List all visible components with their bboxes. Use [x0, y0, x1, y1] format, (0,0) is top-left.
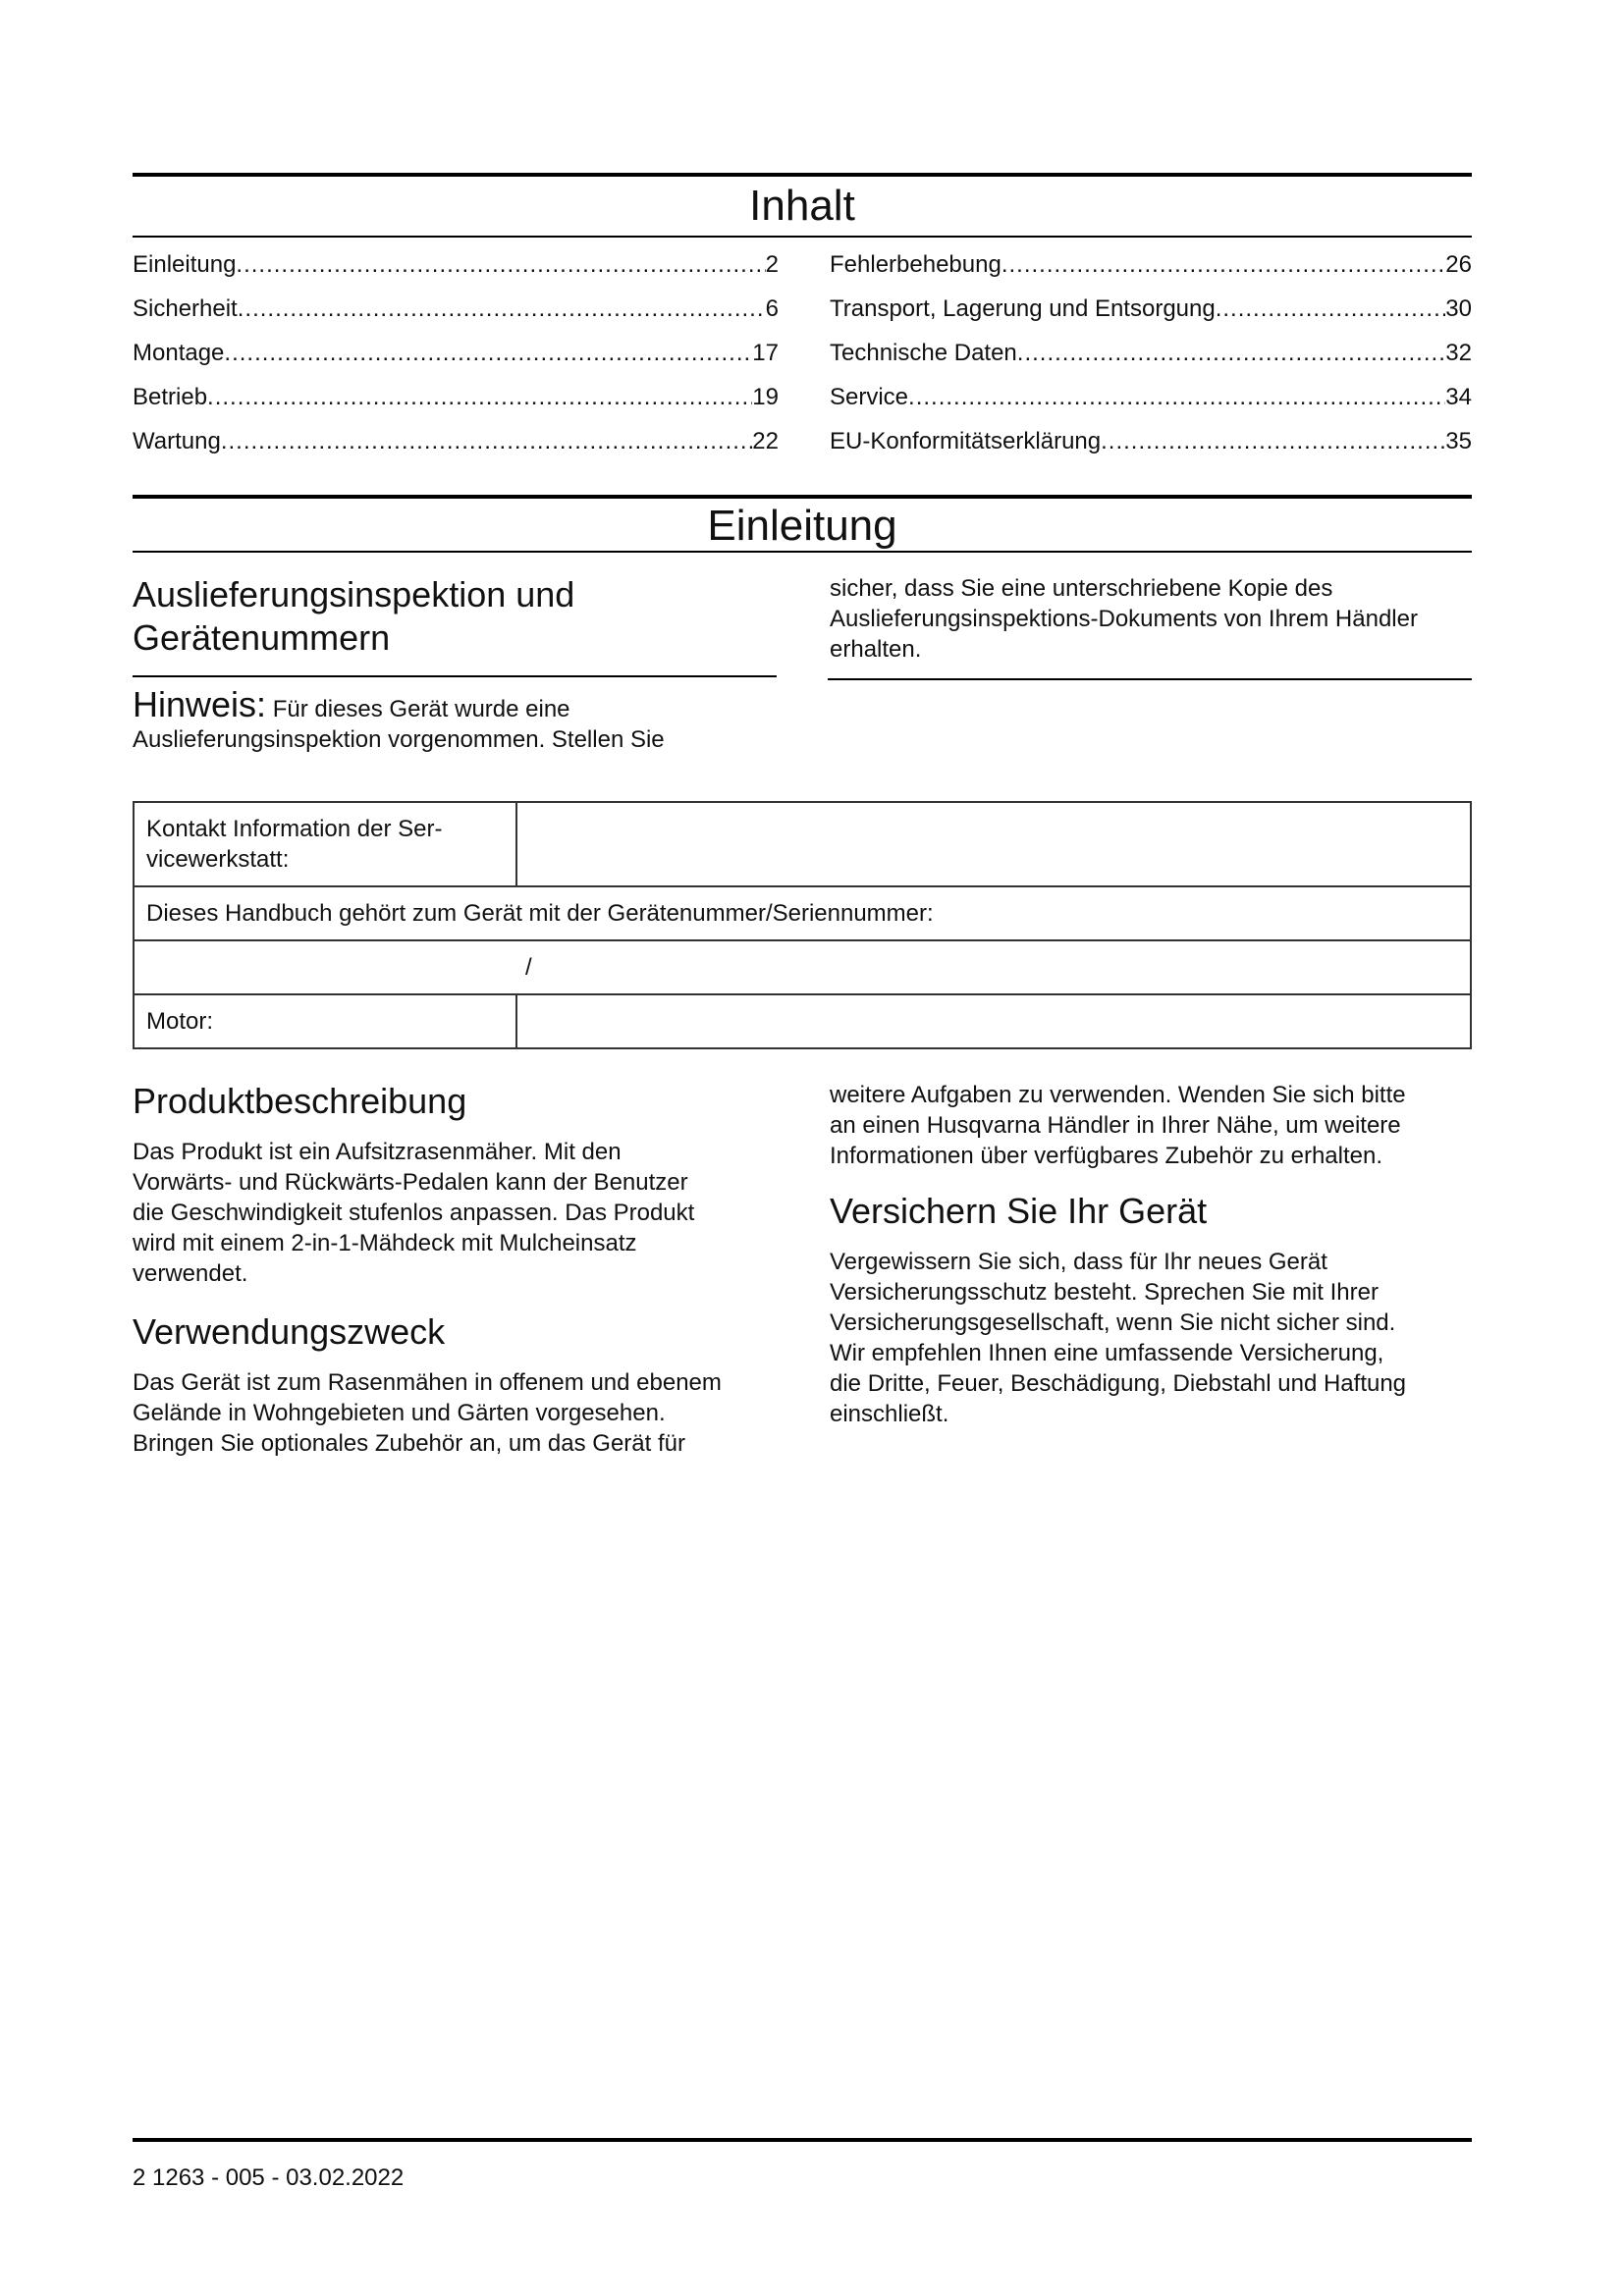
paragraph-line: Das Produkt ist ein Aufsitzrasenmäher. Mit den: [133, 1139, 622, 1165]
table-row: [134, 940, 1471, 994]
toc-entry[interactable]: [830, 339, 1472, 383]
table-row: [134, 886, 1471, 940]
toc-leader-dots: [207, 383, 752, 412]
intro-bottom-rule: [133, 551, 1472, 553]
paragraph-line: Auslieferungsinspektions-Dokuments von Ihrem Händler: [830, 606, 1418, 632]
toc-entry[interactable]: [133, 294, 779, 339]
toc-entry-page: 26: [1445, 251, 1472, 278]
toc-leader-dots: [1101, 427, 1445, 456]
toc-entry[interactable]: [133, 339, 779, 383]
toc-entry-page: 32: [1445, 340, 1472, 366]
toc-entry[interactable]: [830, 294, 1472, 339]
delivery-right-rule: [828, 678, 1472, 680]
delivery-heading: [133, 573, 781, 660]
toc-entry-title: EU-Konformitätserklärung: [830, 428, 1102, 454]
toc-top-rule: [133, 173, 1472, 177]
product-heading: Produktbeschreibung: [133, 1081, 467, 1121]
toc-leader-dots: [221, 427, 752, 456]
toc-entry-title: Sicherheit: [133, 295, 238, 322]
paragraph-line: Das Gerät ist zum Rasenmähen in offenem und ebenem: [133, 1369, 722, 1396]
paragraph-line: Bringen Sie optionales Zubehör an, um das Gerät für: [133, 1430, 685, 1457]
table-row: [134, 994, 1471, 1048]
toc-entry-title: Technische Daten: [830, 340, 1017, 366]
paragraph-line: Informationen über verfügbares Zubehör zu erhalten.: [830, 1143, 1383, 1169]
toc-entry-page: 6: [765, 295, 779, 322]
toc-entry-page: 22: [752, 428, 779, 454]
paragraph-line: erhalten.: [830, 636, 922, 663]
toc-leader-dots: [1001, 250, 1445, 280]
toc-entry-page: 19: [752, 384, 779, 410]
toc-leader-dots: [236, 250, 765, 280]
insurance-paragraph: [830, 1247, 1472, 1429]
manual-label-cell: Dieses Handbuch gehört zum Gerät mit der Gerätenummer/Seriennummer:: [134, 886, 1471, 940]
toc-leader-dots: [238, 294, 766, 324]
toc-entry-title: Transport, Lagerung und Entsorgung: [830, 295, 1216, 322]
purpose-paragraph-continued: [830, 1080, 1472, 1171]
toc-title: Inhalt: [749, 182, 855, 230]
delivery-heading-rule: [133, 675, 777, 677]
hinweis-text: Auslieferungsinspektion vorgenommen. Stellen Sie: [133, 726, 665, 753]
toc-bottom-rule: [133, 236, 1472, 238]
toc-right-column: [830, 250, 1472, 471]
paragraph-line: wird mit einem 2-in-1-Mähdeck mit Mulcheinsatz: [133, 1230, 637, 1256]
paragraph-line: Wir empfehlen Ihnen eine umfassende Versicherung,: [830, 1340, 1384, 1366]
contact-value-cell[interactable]: [516, 802, 1471, 886]
hinweis-note: [133, 684, 781, 755]
purpose-heading: Verwendungszweck: [133, 1311, 446, 1352]
toc-entry[interactable]: [133, 250, 779, 294]
product-paragraph: [133, 1137, 781, 1289]
paragraph-line: Versicherungsschutz besteht. Sprechen Sie mit Ihrer: [830, 1279, 1379, 1306]
purpose-paragraph: [133, 1367, 781, 1459]
delivery-heading-line: Auslieferungsinspektion und: [133, 574, 575, 614]
toc-entry-page: 2: [765, 251, 779, 278]
device-info-table: [133, 801, 1472, 1049]
toc-leader-dots: [908, 383, 1445, 412]
delivery-heading-line: Gerätenummern: [133, 617, 391, 658]
toc-entry-page: 30: [1445, 295, 1472, 322]
paragraph-line: Vorwärts- und Rückwärts-Pedalen kann der Benutzer: [133, 1169, 688, 1196]
toc-entry-title: Betrieb: [133, 384, 208, 410]
paragraph-line: sicher, dass Sie eine unterschriebene Kopie des: [830, 575, 1333, 602]
toc-entry-title: Wartung: [133, 428, 221, 454]
toc-entry-title: Einleitung: [133, 251, 237, 278]
table-row: [134, 802, 1471, 886]
paragraph-line: einschließt.: [830, 1401, 949, 1427]
paragraph-line: an einen Husqvarna Händler in Ihrer Nähe, um weitere: [830, 1112, 1401, 1139]
toc-entry[interactable]: [133, 427, 779, 471]
motor-label-cell: Motor:: [134, 994, 516, 1048]
toc-leader-dots: [1017, 339, 1446, 368]
serial-separator: /: [525, 954, 532, 981]
toc-entry[interactable]: [830, 427, 1472, 471]
hinweis-text: Für dieses Gerät wurde eine: [266, 696, 570, 722]
intro-title: Einleitung: [707, 502, 897, 550]
hinweis-label: Hinweis:: [133, 684, 267, 724]
paragraph-line: Versicherungsgesellschaft, wenn Sie nicht sicher sind.: [830, 1309, 1396, 1336]
contact-label-cell: [134, 802, 516, 886]
intro-top-rule: [133, 495, 1472, 499]
toc-entry-page: 35: [1445, 428, 1472, 454]
paragraph-line: verwendet.: [133, 1260, 248, 1287]
toc-leader-dots: [224, 339, 752, 368]
toc-entry-title: Fehlerbehebung: [830, 251, 1001, 278]
footer-page-info: 2 1263 - 005 - 03.02.2022: [133, 2164, 405, 2191]
toc-entry[interactable]: [133, 383, 779, 427]
motor-value-cell[interactable]: [516, 994, 1471, 1048]
paragraph-line: die Dritte, Feuer, Beschädigung, Diebstahl und Haftung: [830, 1370, 1407, 1397]
paragraph-line: Vergewissern Sie sich, dass für Ihr neues Gerät: [830, 1249, 1327, 1275]
toc-entry-page: 34: [1445, 384, 1472, 410]
toc-entry[interactable]: [830, 250, 1472, 294]
toc-entry[interactable]: [830, 383, 1472, 427]
toc-entry-title: Service: [830, 384, 909, 410]
delivery-right-text: [830, 573, 1472, 665]
contact-label: Kontakt Information der Ser-: [146, 816, 443, 842]
paragraph-line: weitere Aufgaben zu verwenden. Wenden Sie sich bitte: [830, 1082, 1406, 1108]
toc-left-column: [133, 250, 779, 471]
footer-rule: [133, 2138, 1472, 2142]
toc-leader-dots: [1216, 294, 1446, 324]
insurance-heading: Versichern Sie Ihr Gerät: [830, 1191, 1208, 1231]
paragraph-line: die Geschwindigkeit stufenlos anpassen. Das Produkt: [133, 1200, 695, 1226]
contact-label: vicewerkstatt:: [146, 846, 290, 873]
paragraph-line: Gelände in Wohngebieten und Gärten vorgesehen.: [133, 1400, 666, 1426]
serial-number-cell[interactable]: [134, 940, 1471, 994]
toc-entry-title: Montage: [133, 340, 225, 366]
toc-entry-page: 17: [752, 340, 779, 366]
